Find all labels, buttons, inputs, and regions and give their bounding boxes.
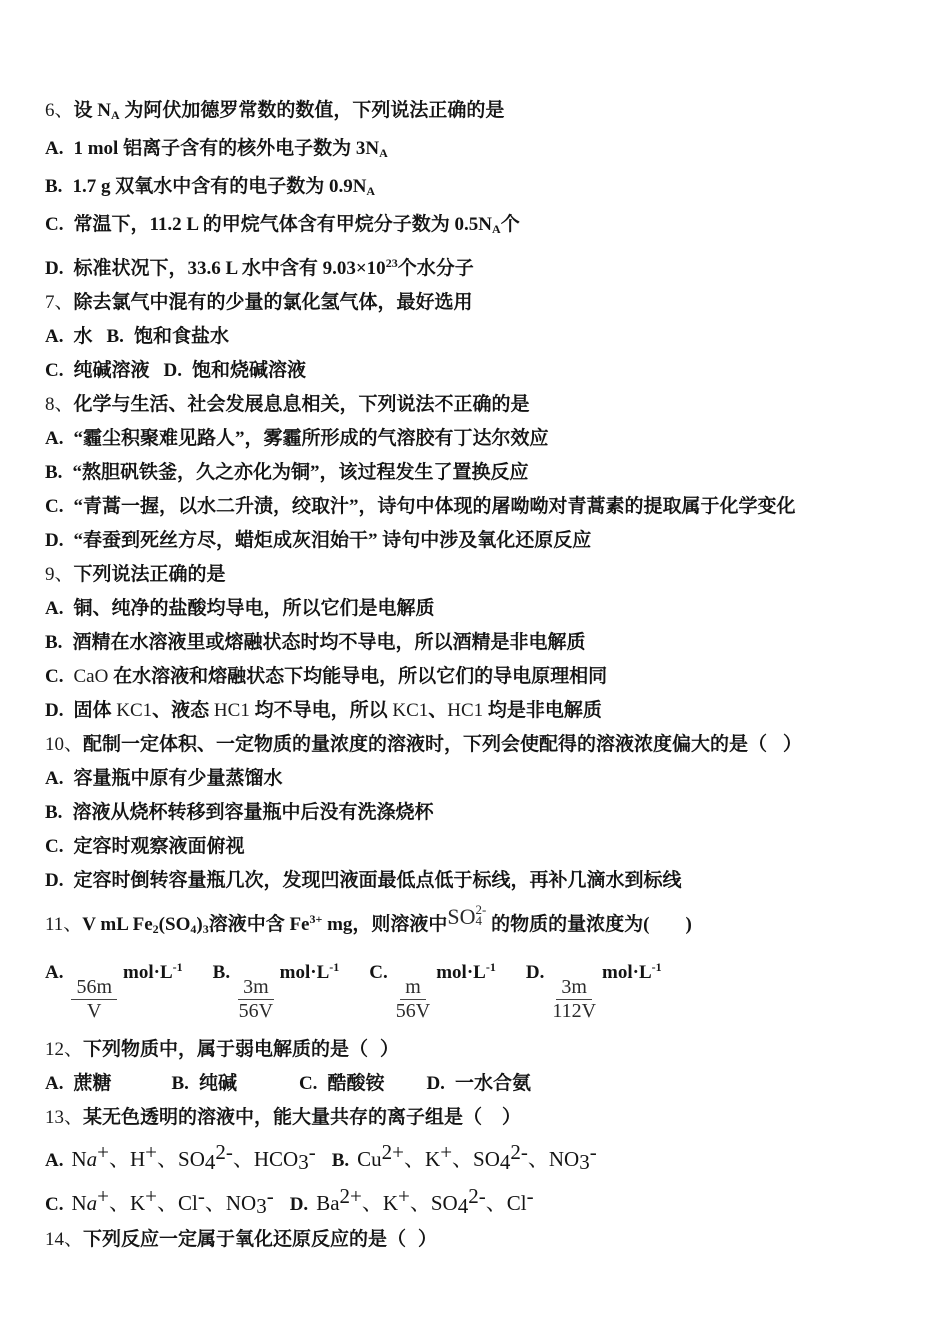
text-segment: 的物质的量浓度为( xyxy=(486,914,650,935)
text-segment: A. xyxy=(45,428,64,449)
spacer xyxy=(237,1088,299,1089)
text-segment: B. xyxy=(45,176,63,197)
text-segment: - xyxy=(589,1140,597,1164)
question-number: 6、 xyxy=(45,100,74,121)
text-segment: ） xyxy=(783,734,803,755)
text-segment: 下列说法正确的是 xyxy=(73,564,226,585)
text-segment: a xyxy=(86,1191,98,1215)
text-segment: HCO xyxy=(253,1147,299,1171)
text-segment: -1 xyxy=(172,960,183,974)
text-segment: A. xyxy=(45,768,64,789)
text-segment: V mL Fe xyxy=(82,914,153,935)
text-segment: A xyxy=(366,184,376,198)
question-8-option-b xyxy=(45,461,910,485)
question-7-options-cd xyxy=(45,359,910,383)
spacer xyxy=(63,375,73,376)
text-segment: ） xyxy=(418,1229,438,1250)
question-10-option-c xyxy=(45,835,910,859)
text-segment: A. xyxy=(45,1150,64,1171)
question-9-option-d xyxy=(45,699,910,723)
text-segment: + xyxy=(145,1184,158,1208)
text-segment: CaO xyxy=(73,666,109,687)
question-13-options-ab xyxy=(45,1140,910,1174)
question-14-stem xyxy=(45,1228,910,1252)
text-segment: 个水分子 xyxy=(397,258,474,279)
text-segment: “青蒿一握，以水二升渍，绞取汁”，诗句中体现的屠呦呦对青蒿素的提取属于化学变化 xyxy=(73,496,796,517)
text-segment: 4 xyxy=(499,1150,511,1174)
text-segment: 蔗糖 xyxy=(73,1073,112,1094)
text-segment: 1.7 g 双氧水中含有的电子数为 0.9N xyxy=(72,176,367,197)
text-segment: + xyxy=(97,1140,109,1164)
fraction xyxy=(552,977,596,1022)
text-segment: 2- xyxy=(468,1184,486,1208)
text-segment: - xyxy=(197,1184,205,1208)
spacer xyxy=(189,1088,199,1089)
text-segment: + xyxy=(398,1184,410,1208)
text-segment: 、 xyxy=(409,1191,431,1215)
question-number: 9、 xyxy=(45,564,74,585)
formula-base: SO xyxy=(447,904,476,929)
text-segment: A xyxy=(379,146,388,160)
text-segment: 4 xyxy=(190,922,197,936)
text-segment: D. xyxy=(45,530,64,551)
spacer xyxy=(63,977,71,978)
text-segment: -1 xyxy=(651,960,662,974)
spacer xyxy=(63,443,73,444)
text-segment: + xyxy=(97,1184,109,1208)
fraction xyxy=(396,977,430,1022)
spacer xyxy=(767,749,783,750)
question-7-options-ab xyxy=(45,325,910,349)
question-number: 7、 xyxy=(45,292,74,313)
text-segment: B. xyxy=(331,1150,350,1171)
question-10-option-a xyxy=(45,767,910,791)
text-segment: 、 xyxy=(204,1191,226,1215)
text-segment: A. xyxy=(45,598,64,619)
text-segment: ) xyxy=(685,914,692,935)
question-9-stem xyxy=(45,563,910,587)
question-10-option-d xyxy=(45,869,910,893)
spacer xyxy=(63,153,73,154)
text-segment: 设 N xyxy=(73,100,111,121)
spacer xyxy=(63,511,73,512)
text-segment: B. xyxy=(171,1073,189,1094)
text-segment: 酒精在水溶液里或熔融状态时均不导电，所以酒精是非电解质 xyxy=(72,632,586,653)
text-segment: 、 xyxy=(527,1147,549,1171)
text-segment: 常温下，11.2 L 的甲烷气体含有甲烷分子数为 0.5N xyxy=(73,214,493,235)
text-segment: “春蚕到死丝方尽，蜡炬成灰泪始干” 诗句中涉及氧化还原反应 xyxy=(73,530,592,551)
spacer xyxy=(63,273,73,274)
text-segment: 酷酸铵 xyxy=(327,1073,385,1094)
spacer xyxy=(63,229,73,230)
text-segment: HC1 xyxy=(213,700,250,721)
text-segment: C. xyxy=(45,360,64,381)
text-segment: 3 xyxy=(298,1150,309,1174)
text-segment: NO xyxy=(548,1147,580,1171)
text-segment: D. xyxy=(289,1194,309,1215)
text-segment: 、 xyxy=(157,1191,179,1215)
text-segment: mg，则溶液中 xyxy=(322,914,448,935)
text-segment: N xyxy=(71,1191,87,1215)
exam-body xyxy=(45,99,910,1252)
question-number: 10、 xyxy=(45,734,84,755)
text-segment: 3 xyxy=(256,1194,267,1218)
spacer xyxy=(274,1209,290,1210)
text-segment: 容量瓶中原有少量蒸馏水 xyxy=(73,768,283,789)
stacked-formula xyxy=(447,902,487,929)
spacer xyxy=(496,977,526,978)
text-segment: 纯碱 xyxy=(198,1073,237,1094)
question-number: 11、 xyxy=(45,914,83,935)
question-9-option-b xyxy=(45,631,910,655)
spacer xyxy=(63,851,73,852)
text-segment: 、 xyxy=(485,1191,507,1215)
text-segment: 饱和烧碱溶液 xyxy=(191,360,306,381)
spacer xyxy=(445,1088,455,1089)
spacer xyxy=(384,1088,426,1089)
text-segment: - xyxy=(526,1184,534,1208)
text-segment: C. xyxy=(45,214,64,235)
spacer xyxy=(63,885,73,886)
text-segment: Ba xyxy=(316,1191,340,1215)
question-9-option-c xyxy=(45,665,910,689)
question-6-option-c xyxy=(45,213,910,241)
question-11-options xyxy=(45,955,910,1022)
text-segment: -1 xyxy=(485,960,496,974)
text-segment: C. xyxy=(45,836,64,857)
spacer xyxy=(482,1122,502,1123)
text-segment: Cl xyxy=(178,1191,198,1215)
text-segment: 定容时倒转容量瓶几次，发现凹液面最低点低于标线，再补几滴水到标线 xyxy=(73,870,682,891)
text-segment: 23 xyxy=(385,256,398,270)
text-segment: 1 mol 铝离子含有的核外电子数为 3N xyxy=(73,138,380,159)
text-segment: SO xyxy=(473,1147,500,1171)
text-segment: Cu xyxy=(357,1147,382,1171)
text-segment: K xyxy=(382,1191,399,1215)
text-segment: D. xyxy=(426,1073,445,1094)
text-segment: C. xyxy=(369,962,388,983)
text-segment: 、 xyxy=(157,1147,179,1171)
text-segment: B. xyxy=(45,632,63,653)
text-segment: 均不导电，所以 xyxy=(249,700,393,721)
text-segment: 、 xyxy=(232,1147,254,1171)
spacer xyxy=(124,341,134,342)
spacer xyxy=(93,341,107,342)
spacer xyxy=(62,647,72,648)
text-segment: - xyxy=(266,1184,274,1208)
text-segment: 配制一定体积、一定物质的量浓度的溶液时，下列会使配得的溶液浓度偏大的是（ xyxy=(83,734,768,755)
text-segment: C. xyxy=(298,1073,318,1094)
text-segment: 2+ xyxy=(381,1140,405,1164)
question-11-stem xyxy=(45,902,910,941)
text-segment: 4 xyxy=(204,1150,216,1174)
question-12-stem xyxy=(45,1038,910,1062)
text-segment: 2+ xyxy=(339,1184,362,1208)
spacer xyxy=(63,681,73,682)
question-6-option-d xyxy=(45,251,910,281)
formula-scripts xyxy=(476,904,487,926)
text-segment: 3 xyxy=(202,922,209,936)
text-segment: D. xyxy=(45,700,64,721)
text-segment: mol·L xyxy=(279,962,330,983)
text-segment: “熬胆矾铁釜，久之亦化为铜”，该过程发生了置换反应 xyxy=(72,462,529,483)
text-segment: K xyxy=(130,1191,146,1215)
spacer xyxy=(62,191,72,192)
spacer xyxy=(62,817,72,818)
text-segment: 固体 xyxy=(73,700,117,721)
text-segment: A xyxy=(492,222,501,236)
text-segment: 下列反应一定属于氧化还原反应的是（ xyxy=(83,1229,407,1250)
text-segment: 纯碱溶液 xyxy=(73,360,150,381)
question-8-option-a xyxy=(45,427,910,451)
text-segment: ） xyxy=(502,1107,522,1128)
text-segment: ) xyxy=(196,914,203,935)
text-segment: A. xyxy=(45,326,64,347)
text-segment: mol·L xyxy=(602,962,652,983)
text-segment: 3 xyxy=(579,1150,590,1174)
text-segment: a xyxy=(86,1147,98,1171)
text-segment: 在水溶液和熔融状态下均能导电，所以它们的导电原理相同 xyxy=(108,666,608,687)
spacer xyxy=(316,1165,332,1166)
text-segment: A. xyxy=(45,1073,64,1094)
fraction-numerator: 3m xyxy=(556,977,592,1000)
fraction-denominator: V xyxy=(87,1000,102,1022)
question-10-option-b xyxy=(45,801,910,825)
text-segment: 、 xyxy=(109,1147,130,1171)
text-segment: 标准状况下，33.6 L 水中含有 9.03×10 xyxy=(73,258,386,279)
text-segment: 2- xyxy=(510,1140,528,1164)
spacer xyxy=(63,715,73,716)
text-segment: 水 xyxy=(73,326,93,347)
text-segment: 、 xyxy=(109,1191,130,1215)
text-segment: 均是非电解质 xyxy=(483,700,602,721)
fraction xyxy=(71,977,117,1022)
spacer xyxy=(349,1165,357,1166)
spacer xyxy=(63,341,73,342)
fraction-denominator: 56V xyxy=(238,1000,274,1022)
text-segment: D. xyxy=(525,962,545,983)
spacer xyxy=(63,613,73,614)
spacer xyxy=(63,545,73,546)
text-segment: A. xyxy=(45,962,64,983)
text-segment: SO xyxy=(178,1147,205,1171)
text-segment: (SO xyxy=(158,914,191,935)
spacer xyxy=(62,477,72,478)
text-segment: 3+ xyxy=(309,912,323,926)
question-9-option-a xyxy=(45,597,910,621)
spacer xyxy=(406,1244,418,1245)
text-segment: mol·L xyxy=(123,962,173,983)
spacer xyxy=(63,1088,73,1089)
spacer xyxy=(150,375,164,376)
text-segment: - xyxy=(308,1140,316,1164)
text-segment: D. xyxy=(163,360,182,381)
text-segment: K xyxy=(425,1147,441,1171)
spacer xyxy=(339,977,369,978)
question-7-stem xyxy=(45,291,910,315)
text-segment: Cl xyxy=(506,1191,527,1215)
spacer xyxy=(388,977,396,978)
text-segment: “霾尘积聚难见路人”，雾霾所形成的气溶胶有丁达尔效应 xyxy=(73,428,549,449)
text-segment: N xyxy=(71,1147,87,1171)
text-segment: + xyxy=(440,1140,453,1164)
text-segment: 化学与生活、社会发展息息相关，下列说法不正确的是 xyxy=(73,394,530,415)
question-12-options xyxy=(45,1072,910,1096)
text-segment: A. xyxy=(45,138,64,159)
question-number: 8、 xyxy=(45,394,74,415)
text-segment: 、 xyxy=(404,1147,426,1171)
fraction-numerator: 3m xyxy=(238,977,274,1000)
spacer xyxy=(308,1209,316,1210)
spacer xyxy=(182,375,192,376)
text-segment: ） xyxy=(380,1039,400,1060)
text-segment: -1 xyxy=(329,960,340,974)
question-6-stem xyxy=(45,99,910,127)
text-segment: H xyxy=(130,1147,146,1171)
text-segment: B. xyxy=(45,462,63,483)
question-8-stem xyxy=(45,393,910,417)
text-segment: 除去氯气中混有的少量的氯化氢气体，最好选用 xyxy=(73,292,473,313)
text-segment: A xyxy=(111,108,120,122)
text-segment: 某无色透明的溶液中，能大量共存的离子组是（ xyxy=(83,1107,483,1128)
question-number: 12、 xyxy=(45,1039,84,1060)
text-segment: C. xyxy=(45,1194,64,1215)
text-segment: C. xyxy=(45,666,64,687)
text-segment: 4 xyxy=(457,1194,469,1218)
question-6-option-b xyxy=(45,175,910,203)
fraction-denominator: 112V xyxy=(552,1000,597,1022)
text-segment: 铜、纯净的盐酸均导电，所以它们是电解质 xyxy=(73,598,435,619)
text-segment: B. xyxy=(45,802,63,823)
formula-superscript: 2- xyxy=(475,902,487,917)
question-10-stem xyxy=(45,733,910,757)
text-segment: 溶液从烧杯转移到容量瓶中后没有洗涤烧杯 xyxy=(72,802,434,823)
spacer xyxy=(544,977,552,978)
question-6-option-a xyxy=(45,137,910,165)
question-13-options-cd xyxy=(45,1184,910,1218)
text-segment: 2- xyxy=(215,1140,233,1164)
text-segment: 下列物质中，属于弱电解质的是（ xyxy=(83,1039,369,1060)
text-segment: 一水合氨 xyxy=(454,1073,531,1094)
fraction-denominator: 56V xyxy=(395,1000,431,1022)
text-segment: 个 xyxy=(500,214,520,235)
text-segment: 、液态 xyxy=(152,700,214,721)
text-segment: 、 xyxy=(361,1191,383,1215)
text-segment: 定容时观察液面俯视 xyxy=(73,836,245,857)
text-segment: 、 xyxy=(428,700,448,721)
text-segment: 2 xyxy=(152,922,159,936)
spacer xyxy=(230,977,238,978)
spacer xyxy=(183,977,213,978)
text-segment: B. xyxy=(106,326,124,347)
text-segment: 饱和食盐水 xyxy=(133,326,229,347)
text-segment: KC1 xyxy=(116,700,153,721)
text-segment: 、 xyxy=(452,1147,474,1171)
text-segment: 溶液中含 Fe xyxy=(208,914,310,935)
fraction-numerator: m xyxy=(400,977,426,1000)
text-segment: D. xyxy=(45,870,64,891)
question-8-option-c xyxy=(45,495,910,519)
spacer xyxy=(63,783,73,784)
question-8-option-d xyxy=(45,529,910,553)
spacer xyxy=(112,1088,172,1089)
fraction xyxy=(238,977,274,1022)
text-segment: HC1 xyxy=(447,700,484,721)
text-segment: KC1 xyxy=(392,700,429,721)
spacer xyxy=(368,1054,380,1055)
text-segment: B. xyxy=(212,962,231,983)
text-segment: SO xyxy=(430,1191,458,1215)
fraction-numerator: 56m xyxy=(71,977,117,1000)
text-segment: NO xyxy=(225,1191,257,1215)
spacer xyxy=(317,1088,327,1089)
text-segment: + xyxy=(145,1140,158,1164)
question-number: 14、 xyxy=(45,1229,84,1250)
text-segment: 为阿伏加德罗常数的数值，下列说法正确的是 xyxy=(119,100,505,121)
question-number: 13、 xyxy=(45,1107,84,1128)
text-segment: mol·L xyxy=(436,962,486,983)
text-segment: C. xyxy=(45,496,64,517)
formula-subscript: 4 xyxy=(475,913,483,928)
text-segment: D. xyxy=(45,258,64,279)
spacer xyxy=(649,929,685,930)
question-13-stem xyxy=(45,1106,910,1130)
